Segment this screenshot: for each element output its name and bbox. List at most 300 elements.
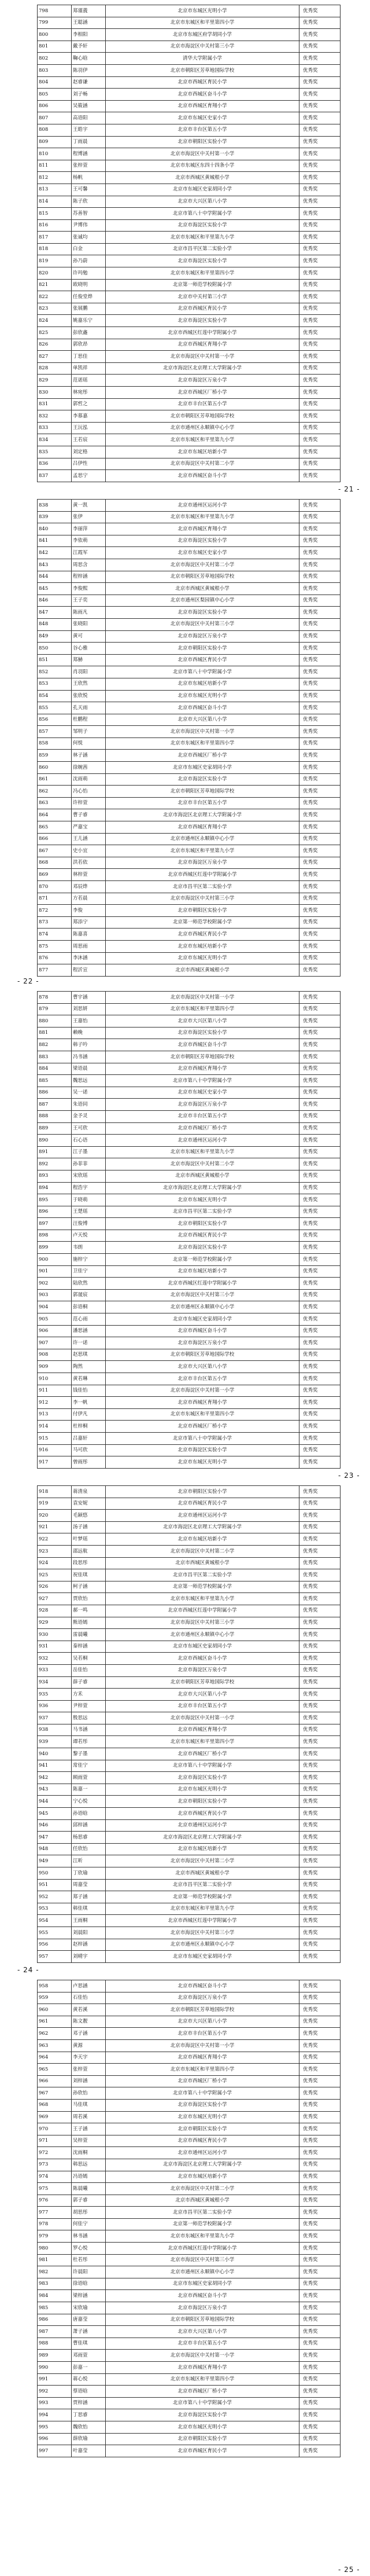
school-name: 北京市西城区奋斗小学 <box>106 1039 299 1051</box>
school-name: 北京市东城区光明小学 <box>106 1784 299 1796</box>
award-level: 优秀奖 <box>299 583 341 595</box>
student-name: 钱佳怡 <box>72 1385 106 1397</box>
award-level: 优秀奖 <box>299 666 341 678</box>
award-level: 优秀奖 <box>299 535 341 547</box>
student-name: 王可欣 <box>72 1122 106 1135</box>
award-level: 优秀奖 <box>299 1855 341 1867</box>
row-number: 982 <box>38 2266 72 2278</box>
student-name: 方若晨 <box>72 893 106 905</box>
table-row <box>38 2028 341 2040</box>
student-name: 范心雨 <box>72 1313 106 1326</box>
school-name: 北京市海淀区实验小学 <box>106 219 299 232</box>
school-name: 北京市丰台区第五小学 <box>106 398 299 410</box>
table-row <box>38 5 341 17</box>
school-name: 北京市东城区和平里第九小学 <box>106 1593 299 1605</box>
row-number: 868 <box>38 857 72 869</box>
school-name: 北京市海淀区中关村第二小学 <box>106 2183 299 2195</box>
award-level: 优秀奖 <box>299 1194 341 1206</box>
award-level: 优秀奖 <box>299 208 341 220</box>
row-number: 828 <box>38 362 72 375</box>
row-number: 901 <box>38 1265 72 1278</box>
award-level: 优秀奖 <box>299 410 341 423</box>
row-number: 928 <box>38 1605 72 1617</box>
award-level: 优秀奖 <box>299 2278 341 2290</box>
award-level: 优秀奖 <box>299 398 341 410</box>
award-level: 优秀奖 <box>299 737 341 750</box>
award-level: 优秀奖 <box>299 1510 341 1522</box>
student-name: 石心语 <box>72 1135 106 1147</box>
student-name: 陈嘉喜 <box>72 929 106 941</box>
school-name: 北京市通州区运河小学 <box>106 1510 299 1522</box>
award-level: 优秀奖 <box>299 916 341 929</box>
student-name: 孟思宁 <box>72 470 106 482</box>
award-level: 优秀奖 <box>299 964 341 977</box>
table-row <box>38 1832 341 1844</box>
award-level: 优秀奖 <box>299 1242 341 1254</box>
school-name: 北京市东城区培新小学 <box>106 2171 299 2183</box>
student-name: 宁心悦 <box>72 1796 106 1808</box>
table-row <box>38 1301 341 1313</box>
award-level: 优秀奖 <box>299 1533 341 1546</box>
school-name: 北京市西城区奋斗小学 <box>106 470 299 482</box>
student-name: 韩佳琪 <box>72 1903 106 1915</box>
school-name: 北京市大兴区第八小学 <box>106 196 299 208</box>
school-name: 北京市海淀区实验小学 <box>106 607 299 619</box>
table-row <box>38 857 341 869</box>
table-row <box>38 2433 341 2445</box>
school-name: 北京市东城区史家小学 <box>106 112 299 124</box>
school-name: 北京市海淀区实验小学 <box>106 2409 299 2421</box>
award-level: 优秀奖 <box>299 362 341 375</box>
award-level: 优秀奖 <box>299 523 341 535</box>
student-name: 孙欣怡 <box>72 2087 106 2100</box>
award-level: 优秀奖 <box>299 1545 341 1557</box>
student-name: 王子奕 <box>72 595 106 607</box>
award-level: 优秀奖 <box>299 1641 341 1653</box>
table-row <box>38 893 341 905</box>
school-name: 北京市海淀区万泉小学 <box>106 375 299 387</box>
table-row <box>38 964 341 977</box>
award-level: 优秀奖 <box>299 160 341 172</box>
school-name: 北京市丰台区第五小学 <box>106 2028 299 2040</box>
row-number: 957 <box>38 1951 72 1963</box>
student-name: 欧晓明 <box>72 279 106 291</box>
student-name: 黄一凯 <box>72 500 106 512</box>
school-name: 北京市东城区培新小学 <box>106 1843 299 1855</box>
award-level: 优秀奖 <box>299 2111 341 2123</box>
award-level: 优秀奖 <box>299 1432 341 1444</box>
row-number: 937 <box>38 1712 72 1724</box>
row-number: 938 <box>38 1724 72 1736</box>
row-number: 827 <box>38 351 72 363</box>
award-level: 优秀奖 <box>299 1003 341 1015</box>
school-name: 北京市西城区黄城根小学 <box>106 964 299 977</box>
school-name: 北京市西城区育翔小学 <box>106 821 299 834</box>
award-level: 优秀奖 <box>299 1349 341 1361</box>
school-name: 北京市西城区育翔小学 <box>106 523 299 535</box>
row-number: 856 <box>38 714 72 726</box>
school-name: 北京市大兴区第八小学 <box>106 1015 299 1028</box>
student-name: 姚嘉乐宁 <box>72 315 106 327</box>
row-number: 843 <box>38 559 72 571</box>
student-name: 白金 <box>72 243 106 255</box>
award-level: 优秀奖 <box>299 2183 341 2195</box>
school-name: 北京市海淀区中关村第一小学 <box>106 726 299 738</box>
table-row <box>38 1254 341 1266</box>
award-table-page-5 <box>37 1980 341 2457</box>
row-number: 820 <box>38 267 72 280</box>
row-number: 854 <box>38 690 72 702</box>
row-number: 922 <box>38 1533 72 1546</box>
school-name: 北京市朝阳区实验小学 <box>106 905 299 917</box>
student-name: 陈子欣 <box>72 196 106 208</box>
student-name: 吕伊性 <box>72 458 106 470</box>
award-table-page-2 <box>37 499 341 977</box>
school-name: 北京市海淀区万泉小学 <box>106 1992 299 2004</box>
school-name: 北京市东城区光明小学 <box>106 2421 299 2433</box>
row-number: 929 <box>38 1617 72 1629</box>
row-number: 866 <box>38 833 72 845</box>
row-number: 891 <box>38 1146 72 1158</box>
table-row <box>38 2147 341 2159</box>
table-row <box>38 833 341 845</box>
table-row <box>38 124 341 136</box>
award-level: 优秀奖 <box>299 1581 341 1593</box>
row-number: 875 <box>38 940 72 952</box>
school-name: 北京市海淀区北京理工大学附属小学 <box>106 1832 299 1844</box>
school-name: 北京市东城区和平里第九小学 <box>106 232 299 244</box>
student-name: 丁欣瑜 <box>72 1867 106 1880</box>
table-row <box>38 2135 341 2147</box>
table-row <box>38 1206 341 1218</box>
school-name: 北京市海淀区万泉小学 <box>106 1664 299 1676</box>
award-level: 优秀奖 <box>299 2075 341 2087</box>
school-name: 北京市通州区运河小学 <box>106 500 299 512</box>
student-name: 杨思睿 <box>72 1832 106 1844</box>
student-name: 王欣然 <box>72 678 106 690</box>
school-name: 北京市西城区红莲中学附属小学 <box>106 1278 299 1290</box>
row-number: 817 <box>38 232 72 244</box>
row-number: 851 <box>38 654 72 666</box>
school-name: 北京市朝阳区芳草地国际学校 <box>106 1349 299 1361</box>
award-level: 优秀奖 <box>299 1808 341 1820</box>
table-row <box>38 1796 341 1808</box>
award-level: 优秀奖 <box>299 1486 341 1498</box>
award-level: 优秀奖 <box>299 1736 341 1748</box>
school-name: 北京市西城区育民小学 <box>106 654 299 666</box>
student-name: 刘晨阳 <box>72 1927 106 1939</box>
award-level: 优秀奖 <box>299 2123 341 2135</box>
award-level: 优秀奖 <box>299 1879 341 1891</box>
award-level: 优秀奖 <box>299 291 341 303</box>
student-name: 程博涵 <box>72 148 106 160</box>
award-level: 优秀奖 <box>299 1265 341 1278</box>
student-name: 邱梓涵 <box>72 1819 106 1832</box>
student-name: 王子涵 <box>72 2123 106 2135</box>
row-number: 939 <box>38 1736 72 1748</box>
award-level: 优秀奖 <box>299 279 341 291</box>
student-name: 施梓宁 <box>72 1254 106 1266</box>
school-name: 北京市东城区和平里第九小学 <box>106 2230 299 2243</box>
award-level: 优秀奖 <box>299 2016 341 2028</box>
student-name: 郑谨義 <box>72 5 106 17</box>
table-row <box>38 1146 341 1158</box>
school-name: 北京市西城区厂桥小学 <box>106 1421 299 1433</box>
row-number: 949 <box>38 1855 72 1867</box>
table-row <box>38 446 341 458</box>
award-level: 优秀奖 <box>299 1772 341 1784</box>
row-number: 805 <box>38 89 72 101</box>
student-name: 曹宇涵 <box>72 992 106 1004</box>
table-row <box>38 1927 341 1939</box>
row-number: 800 <box>38 29 72 41</box>
award-level: 优秀奖 <box>299 17 341 29</box>
award-level: 优秀奖 <box>299 184 341 196</box>
school-name: 北京市朝阳区实验小学 <box>106 1796 299 1808</box>
table-row <box>38 1325 341 1337</box>
school-name: 北京市朝阳区芳草地国际学校 <box>106 1676 299 1689</box>
school-name: 北京市昌平区第二实验小学 <box>106 1206 299 1218</box>
award-level: 优秀奖 <box>299 172 341 184</box>
award-level: 优秀奖 <box>299 303 341 315</box>
student-name: 刘思妍 <box>72 1003 106 1015</box>
school-name: 北京市第八十中学附属小学 <box>106 1075 299 1087</box>
student-name: 王楚瑶 <box>72 1206 106 1218</box>
student-name: 冯心怡 <box>72 786 106 798</box>
award-level: 优秀奖 <box>299 1444 341 1456</box>
school-name: 北京市通州区运河小学 <box>106 2147 299 2159</box>
table-row <box>38 762 341 774</box>
school-name: 北京市海淀区实验小学 <box>106 1027 299 1039</box>
student-name: 朱语同 <box>72 1099 106 1111</box>
row-number: 965 <box>38 2064 72 2076</box>
row-number: 907 <box>38 1337 72 1349</box>
student-name: 肖羽阳 <box>72 666 106 678</box>
row-number: 921 <box>38 1521 72 1533</box>
award-level: 优秀奖 <box>299 511 341 523</box>
award-level: 优秀奖 <box>299 255 341 267</box>
row-number: 799 <box>38 17 72 29</box>
student-name: 许玛勉 <box>72 267 106 280</box>
table-row <box>38 303 341 315</box>
school-name: 北京市朝阳区实验小学 <box>106 643 299 655</box>
student-name: 石佳怡 <box>72 1992 106 2004</box>
award-level: 优秀奖 <box>299 2302 341 2314</box>
row-number: 810 <box>38 148 72 160</box>
table-row <box>38 2421 341 2433</box>
award-level: 优秀奖 <box>299 76 341 89</box>
student-name: 潘思涵 <box>72 1325 106 1337</box>
school-name: 北京市西城区奋斗小学 <box>106 1980 299 1992</box>
page-number: - 22 - <box>17 977 39 985</box>
award-level: 优秀奖 <box>299 1712 341 1724</box>
school-name: 北京市东城区培新小学 <box>106 940 299 952</box>
award-level: 优秀奖 <box>299 595 341 607</box>
row-number: 914 <box>38 1421 72 1433</box>
table-row <box>38 1027 341 1039</box>
award-level: 优秀奖 <box>299 1135 341 1147</box>
table-row <box>38 1992 341 2004</box>
row-number: 945 <box>38 1808 72 1820</box>
student-name: 王若宸 <box>72 434 106 446</box>
school-name: 北京市东城区史家胡同小学 <box>106 1951 299 1963</box>
school-name: 北京市西城区育民小学 <box>106 1230 299 1242</box>
table-row <box>38 2171 341 2183</box>
school-name: 北京市西城区奋斗小学 <box>106 702 299 714</box>
row-number: 908 <box>38 1349 72 1361</box>
school-name: 北京市海淀区实验小学 <box>106 315 299 327</box>
school-name: 北京市通州区永顺镇中心小学 <box>106 1301 299 1313</box>
table-row <box>38 410 341 423</box>
student-name: 陈雨凡 <box>72 607 106 619</box>
student-name: 贾欣怡 <box>72 1593 106 1605</box>
award-level: 优秀奖 <box>299 992 341 1004</box>
student-name: 顾雨萱 <box>72 1772 106 1784</box>
award-level: 优秀奖 <box>299 2039 341 2052</box>
award-table-page-4 <box>37 1485 341 1963</box>
school-name: 北京市海淀区中关村第三小学 <box>106 893 299 905</box>
school-name: 北京市丰台区第五小学 <box>106 124 299 136</box>
row-number: 881 <box>38 1027 72 1039</box>
student-name: 张伊 <box>72 511 106 523</box>
table-row <box>38 1843 341 1855</box>
award-level: 优秀奖 <box>299 773 341 786</box>
table-row <box>38 1605 341 1617</box>
student-name: 邓雨萱 <box>72 2350 106 2362</box>
student-name: 曾雨彤 <box>72 1456 106 1469</box>
row-number: 997 <box>38 2445 72 2457</box>
row-number: 941 <box>38 1760 72 1772</box>
row-number: 923 <box>38 1545 72 1557</box>
table-row <box>38 1867 341 1880</box>
award-level: 优秀奖 <box>299 1992 341 2004</box>
table-row <box>38 1581 341 1593</box>
student-name: 付伊凡 <box>72 1408 106 1421</box>
table-row <box>38 172 341 184</box>
table-row <box>38 952 341 964</box>
row-number: 801 <box>38 41 72 53</box>
student-name: 王嘉怡 <box>72 1015 106 1028</box>
row-number: 910 <box>38 1373 72 1385</box>
award-level: 优秀奖 <box>299 1605 341 1617</box>
school-name: 北京市西城区奋斗小学 <box>106 89 299 101</box>
award-level: 优秀奖 <box>299 1927 341 1939</box>
student-name: 孙乃蔚 <box>72 255 106 267</box>
table-row <box>38 1760 341 1772</box>
row-number: 934 <box>38 1676 72 1689</box>
award-level: 优秀奖 <box>299 1278 341 1290</box>
row-number: 993 <box>38 2397 72 2409</box>
row-number: 992 <box>38 2386 72 2398</box>
table-row <box>38 100 341 112</box>
row-number: 899 <box>38 1242 72 1254</box>
table-row <box>38 523 341 535</box>
row-number: 807 <box>38 112 72 124</box>
school-name: 北京市东城区和平里第四小学 <box>106 2064 299 2076</box>
school-name: 北京市西城区黄城根小学 <box>106 2195 299 2207</box>
student-name: 林子涵 <box>72 750 106 762</box>
table-row <box>38 881 341 893</box>
school-name: 北京市第八十中学附属小学 <box>106 2087 299 2100</box>
school-name: 北京市朝阳区芳草地国际学校 <box>106 410 299 423</box>
school-name: 北京市第八十中学附属小学 <box>106 1760 299 1772</box>
student-name: 陈晨曦 <box>72 2183 106 2195</box>
school-name: 北京市西城区育民小学 <box>106 2445 299 2457</box>
award-level: 优秀奖 <box>299 618 341 630</box>
award-level: 优秀奖 <box>299 1421 341 1433</box>
row-number: 987 <box>38 2326 72 2338</box>
student-name: 严嘉宝 <box>72 821 106 834</box>
award-level: 优秀奖 <box>299 458 341 470</box>
award-level: 优秀奖 <box>299 1146 341 1158</box>
row-number: 890 <box>38 1135 72 1147</box>
student-name: 柯子涵 <box>72 1581 106 1593</box>
row-number: 916 <box>38 1444 72 1456</box>
school-name: 北京市东城区史家小学 <box>106 1087 299 1099</box>
student-name: 谭若彤 <box>72 1736 106 1748</box>
award-level: 优秀奖 <box>299 797 341 809</box>
row-number: 913 <box>38 1408 72 1421</box>
school-name: 北京市海淀区北京理工大学附属小学 <box>106 1521 299 1533</box>
table-row <box>38 2099 341 2111</box>
row-number: 857 <box>38 726 72 738</box>
table-row <box>38 547 341 559</box>
school-name: 北京市西城区奋斗小学 <box>106 1325 299 1337</box>
row-number: 825 <box>38 327 72 339</box>
school-name: 北京市中关村第三小学 <box>106 291 299 303</box>
row-number: 958 <box>38 1980 72 1992</box>
school-name: 北京市西城区红莲中学附属小学 <box>106 1915 299 1927</box>
table-row <box>38 2314 341 2326</box>
school-name: 北京市通州区永顺镇中心小学 <box>106 2266 299 2278</box>
table-row <box>38 2087 341 2100</box>
table-row <box>38 1915 341 1927</box>
table-row <box>38 53 341 65</box>
student-name: 丁雨晨 <box>72 136 106 148</box>
student-name: 常佳宁 <box>72 1760 106 1772</box>
row-number: 920 <box>38 1510 72 1522</box>
award-level: 优秀奖 <box>299 1027 341 1039</box>
school-name: 北京市东城区和平里第四小学 <box>106 17 299 29</box>
school-name: 北京第一师范学校附属小学 <box>106 279 299 291</box>
award-level: 优秀奖 <box>299 100 341 112</box>
row-number: 906 <box>38 1325 72 1337</box>
student-name: 史小宜 <box>72 845 106 857</box>
row-number: 959 <box>38 1992 72 2004</box>
row-number: 830 <box>38 387 72 399</box>
award-level: 优秀奖 <box>299 1629 341 1641</box>
school-name: 北京市朝阳区实验小学 <box>106 2123 299 2135</box>
student-name: 邹明子 <box>72 726 106 738</box>
row-number: 950 <box>38 1867 72 1880</box>
award-level: 优秀奖 <box>299 2171 341 2183</box>
student-name: 戴予轩 <box>72 41 106 53</box>
award-level: 优秀奖 <box>299 1796 341 1808</box>
school-name: 北京市海淀区中关村第一小学 <box>106 2350 299 2362</box>
student-name: 胡思彤 <box>72 2207 106 2219</box>
row-number: 894 <box>38 1182 72 1194</box>
student-name: 程浩宇 <box>72 1182 106 1194</box>
student-name: 张展鹏 <box>72 303 106 315</box>
school-name: 北京市海淀区实验小学 <box>106 773 299 786</box>
row-number: 853 <box>38 678 72 690</box>
school-name: 北京市丰台区第五小学 <box>106 1110 299 1122</box>
table-row <box>38 387 341 399</box>
table-row <box>38 1617 341 1629</box>
student-name: 蒋清泉 <box>72 1486 106 1498</box>
student-name: 郝一鸣 <box>72 1605 106 1617</box>
row-number: 931 <box>38 1641 72 1653</box>
